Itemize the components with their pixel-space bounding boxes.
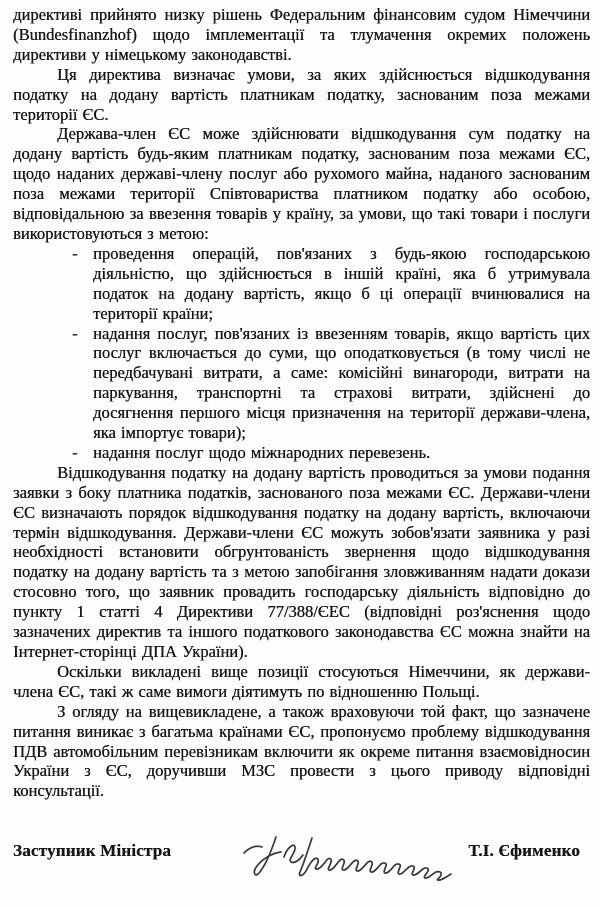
paragraph-member-state-refund: Держава-член ЄС може здійснювати відшкодування сум податку на додану вартість будь-яким платникам податку, заснованим поза межами ЄС, щодо наданих державі-члену послуг або рухомого майна, наданого заснованим поза межами території Співтовариства платником податку або особою, відповідальною за ввезення товарів у країну, за умови, що такі товари і послуги використовуються з метою: <box>13 124 590 243</box>
paragraph-refund-procedure: Відшкодування податку на додану вартість проводиться за умови подання заявки з боку платника податків, заснованого поза межами ЄС. Держави-члени ЄС визначають порядок відшкодування податку на додану вартість, включаючи термін відшкодування. Держави-члени ЄС можуть зобов'язати заявника у разі необхідності встановити обгрунтованість звернення щодо відшкодування податку на додану вартість та з метою запобігання зловживанням надати докази стосовно того, що заявник провадить господарську діяльність відповідно до пункту 1 статті 4 Директиви 77/388/ЄЕС (відповідні роз'яснення щодо зазначених директив та іншого податкового законодавства ЄС можна знайти на Інтернет-сторінці ДПА України). <box>13 462 590 661</box>
list-item-import-services <box>72 323 590 443</box>
signature-scribble <box>238 829 483 889</box>
signature-block <box>13 841 590 861</box>
bullet-list <box>13 244 590 463</box>
dash-bullet: - <box>72 323 78 343</box>
signer-title: Заступник Міністра <box>13 841 172 861</box>
paragraph-directive-conditions: Ця директива визначає умови, за яких здійснюється відшкодування податку на додану вартість платникам податку, заснованим поза межами території ЄС. <box>13 64 590 124</box>
list-item-text: проведення операцій, пов'язаних з будь-якою господарською діяльністю, що здійснюється в іншій країні, яка б утримувала податок на додану вартість, якщо б ці операції вчинювалися на території країни; <box>93 243 590 323</box>
paragraph-directive-rulings: директиві прийнято низку рішень Федеральним фінансовим судом Німеччини (Bundesfinanzhof) щодо імплементації та тлумачення окремих положень директиви у німецькому законодавстві. <box>13 5 590 64</box>
paragraph-poland-applies: Оскільки викладені вище позиції стосуються Німеччини, як держави-члена ЄС, такі ж саме вимоги діятимуть по відношенню Польщі. <box>13 661 590 701</box>
paragraph-proposal: З огляду на вищевикладене, а також враховуючи той факт, що зазначене питання виникає з багатьма країнами ЄС, пропонуємо проблему відшкодування ПДВ автомобільним перевізникам включити як окреме питання взаємовідносин України з ЄС, доручивши МЗС провести з цього приводу відповідні консультації. <box>13 701 590 801</box>
list-item-operations <box>72 243 590 324</box>
signer-name: Т.І. Єфименко <box>468 841 580 861</box>
list-item-international-transport <box>72 442 590 463</box>
list-item-text: надання послуг, пов'язаних із ввезенням товарів, якщо вартість цих послуг включається до суми, що оподатковується (в тому числі не передбачувані витрати, а саме: комісійні винагороди, витрати на паркування, транспортні та страхові витрати, здійснені до досягнення першого місця призначення на території держави-члена, яка імпортує товари); <box>93 323 590 443</box>
dash-bullet: - <box>72 442 78 462</box>
dash-bullet: - <box>72 243 78 263</box>
list-item-text: надання послуг щодо міжнародних перевезень. <box>93 442 430 462</box>
